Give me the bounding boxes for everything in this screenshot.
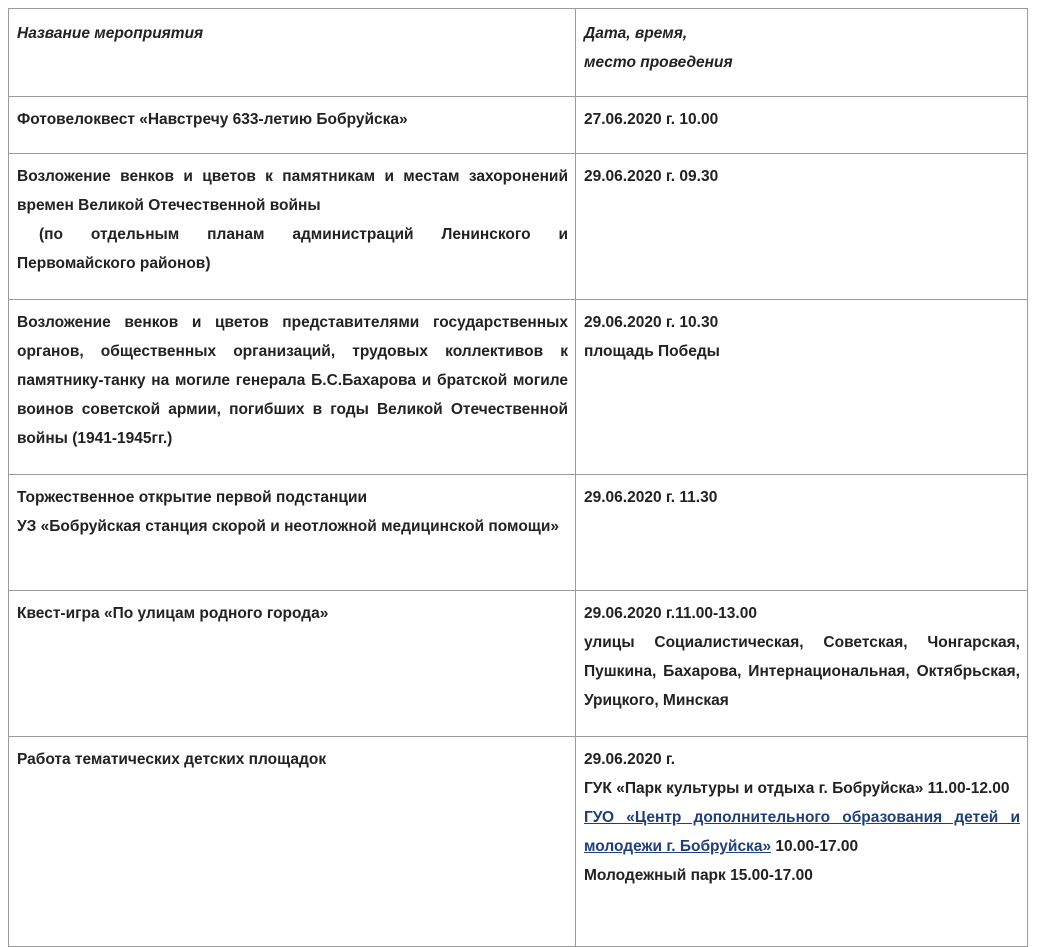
table-row: [9, 97, 1028, 154]
event-name-cell: [9, 300, 576, 475]
event-date-cell: [576, 97, 1028, 154]
event-name-cell: [9, 475, 576, 591]
event-date-cell: [576, 300, 1028, 475]
header-date-label-line1: Дата, время,: [584, 25, 688, 42]
center-link[interactable]: ГУО «Центр дополнительного образования детей и молодежи г. Бобруйска»: [584, 809, 1020, 855]
table-row: [9, 154, 1028, 300]
header-date-label-line2: место проведения: [584, 54, 733, 71]
event-name-cell: [9, 591, 576, 737]
event-place-park: ГУК «Парк культуры и отдыха г. Бобруйска» 11.00-12.00: [584, 780, 1010, 797]
event-place: площадь Победы: [584, 343, 720, 360]
event-name-cell: [9, 154, 576, 300]
center-time: 10.00-17.00: [771, 838, 859, 855]
event-name: Возложение венков и цветов к памятникам и местам захоронений времен Великой Отечественной войны: [17, 168, 568, 214]
event-date: 29.06.2020 г.11.00-13.00: [584, 605, 757, 622]
event-name-cell: [9, 737, 576, 947]
header-name-label: Название мероприятия: [17, 25, 204, 42]
events-table: [8, 8, 1028, 947]
table-row: [9, 300, 1028, 475]
event-date: 29.06.2020 г.: [584, 751, 676, 768]
event-date-cell: [576, 475, 1028, 591]
event-date-cell: [576, 591, 1028, 737]
table-row: [9, 591, 1028, 737]
event-date: 29.06.2020 г. 09.30: [584, 168, 719, 185]
event-name: Фотовелоквест «Навстречу 633-летию Бобруйска»: [17, 111, 408, 128]
event-name-note: (по отдельным планам администраций Ленинского и Первомайского районов): [17, 226, 568, 272]
event-place: улицы Социалистическая, Советская, Чонгарская, Пушкина, Бахарова, Интернациональная, Октябрьская, Урицкого, Минская: [584, 634, 1020, 709]
event-date: 27.06.2020 г. 10.00: [584, 111, 719, 128]
table-row: [9, 737, 1028, 947]
event-name: Квест-игра «По улицам родного города»: [17, 605, 329, 622]
event-date: 29.06.2020 г. 11.30: [584, 489, 718, 506]
event-name: Возложение венков и цветов представителями государственных органов, общественных организаций, трудовых коллективов к памятнику-танку на могиле генерала Б.С.Бахарова и братской могиле воинов советской армии, погибших в годы Великой Отечественной войны (1941-1945гг.): [17, 314, 568, 447]
table-header-row: [9, 9, 1028, 97]
event-name: Работа тематических детских площадок: [17, 751, 327, 768]
event-date-cell: [576, 737, 1028, 947]
event-name-line2: УЗ «Бобруйская станция скорой и неотложной медицинской помощи»: [17, 518, 560, 535]
event-place-center: [584, 803, 1020, 861]
table-row: [9, 475, 1028, 591]
event-name-line1: Торжественное открытие первой подстанции: [17, 489, 367, 506]
event-name-cell: [9, 97, 576, 154]
column-header-date: [576, 9, 1028, 97]
column-header-name: [9, 9, 576, 97]
event-date: 29.06.2020 г. 10.30: [584, 314, 719, 331]
event-date-cell: [576, 154, 1028, 300]
event-place-youth-park: Молодежный парк 15.00-17.00: [584, 867, 813, 884]
